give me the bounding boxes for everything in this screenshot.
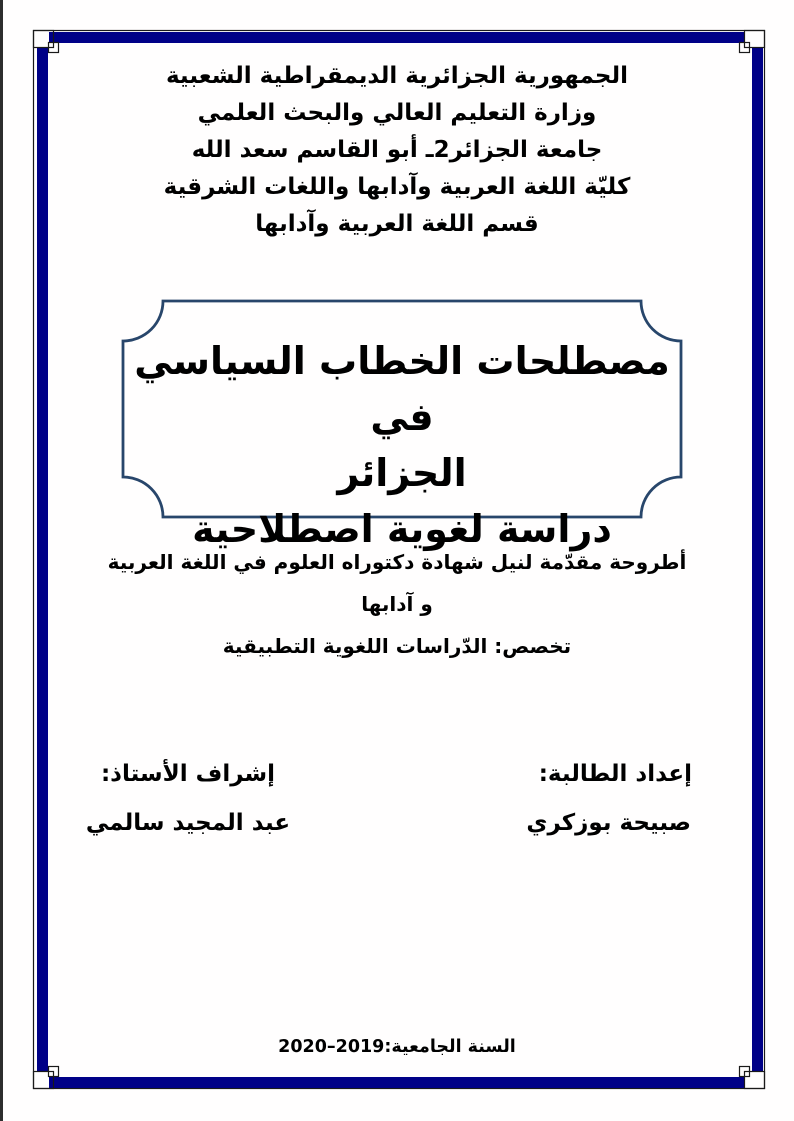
page-left-edge [0, 0, 3, 1121]
student-label: إعداد الطالبة: [538, 761, 692, 787]
title-line-2: الجزائر [337, 451, 467, 495]
header-line-university: جامعة الجزائر2ـ أبو القاسم سعد الله [191, 137, 603, 163]
title-line-3: دراسة لغوية اصطلاحية [192, 507, 612, 551]
border-band-bottom [49, 1077, 745, 1088]
header-line-republic: الجمهورية الجزائرية الديمقراطية الشعبية [165, 63, 629, 89]
thesis-title [123, 333, 681, 557]
student-name: صبيحة بوزكري [526, 810, 691, 836]
border-band-top [49, 32, 745, 43]
corner-ornament-top-right [745, 31, 765, 48]
header-line-faculty: كليّة اللغة العربية وآدابها واللغات الشرقية [163, 174, 631, 200]
degree-line-1: أطروحة مقدّمة لنيل شهادة دكتوراه العلوم في اللغة العربية [107, 550, 687, 574]
header-line-ministry: وزارة التعليم العالي والبحث العلمي [197, 100, 597, 126]
supervisor-name: عبد المجيد سالمي [85, 810, 291, 836]
institution-header [40, 58, 754, 243]
academic-year: السنة الجامعية:2019–2020 [278, 1037, 516, 1057]
header-line-department: قسم اللغة العربية وآدابها [255, 211, 539, 237]
title-line-1: مصطلحات الخطاب السياسي في [134, 339, 670, 439]
thesis-degree-info [40, 541, 754, 667]
corner-ornament-bottom-right [745, 1072, 765, 1089]
supervisor-label: إشراف الأستاذ: [100, 761, 276, 787]
degree-specialty: تخصص: الدّراسات اللغوية التطبيقية [222, 634, 572, 658]
degree-line-2: و آدابها [361, 592, 433, 616]
